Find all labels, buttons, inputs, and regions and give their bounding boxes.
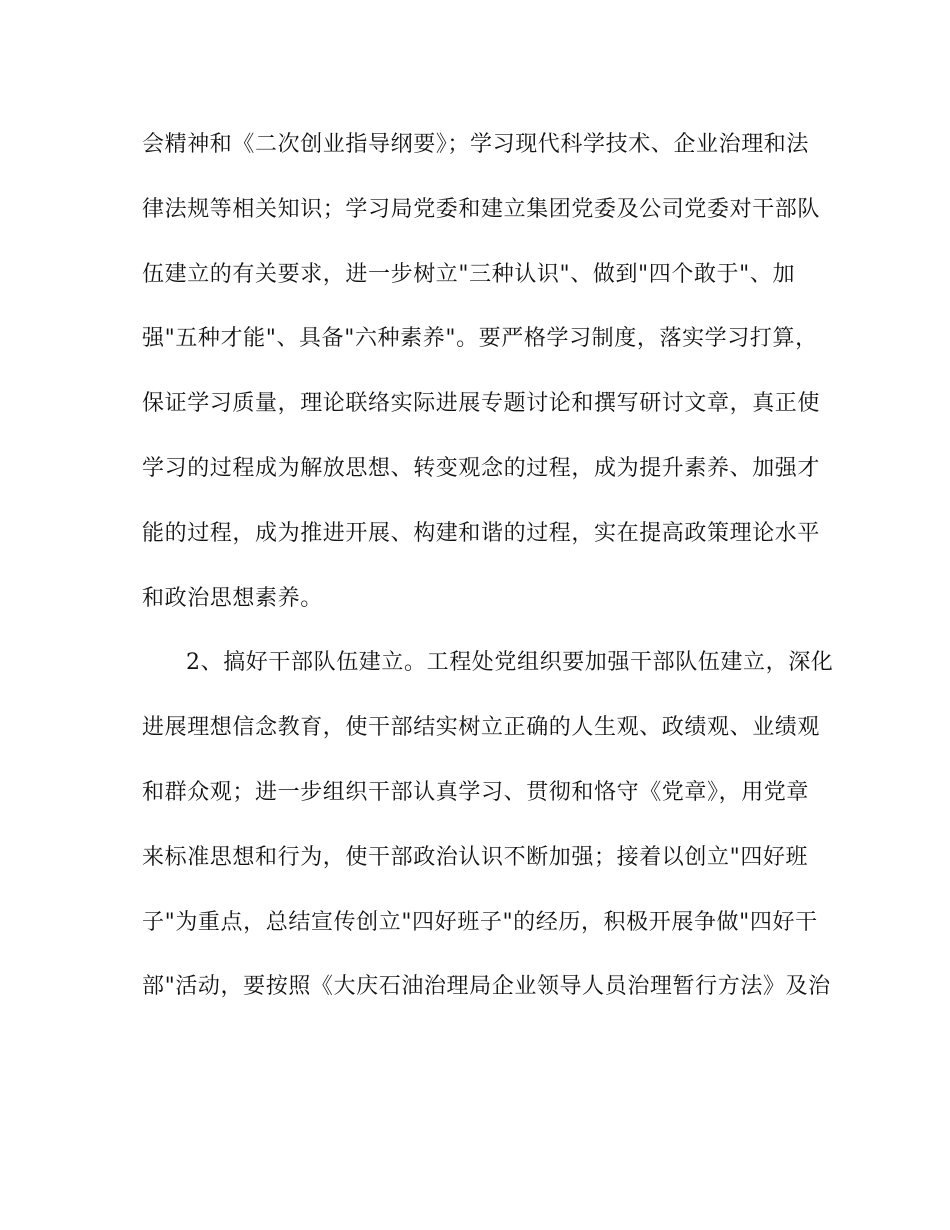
text-line-3: 伍建立的有关要求，进一步树立"三种认识"、做到"四个敢于"、加: [142, 261, 796, 287]
text-line-12: 来标准思想和行为，使干部政治认识不断加强；接着以创立"四好班: [142, 844, 809, 870]
text-line-1: 会精神和《二次创业指导纲要》；学习现代科学技术、企业治理和法: [142, 132, 810, 157]
text-line-13: 子"为重点，总结宣传创立"四好班子"的经历，积极开展争做"四好干: [142, 909, 818, 935]
text-line-2: 律法规等相关知识；学习局党委和建立集团党委及公司党委对干部队: [142, 196, 821, 222]
text-line-14: 部"活动，要按照《大庆石油治理局企业领导人员治理暂行方法》及治: [142, 974, 831, 1000]
body-text: [142, 118, 834, 1025]
text-line-5: 保证学习质量，理论联络实际进展专题讨论和撰写研讨文章，真正使: [142, 391, 821, 417]
text-line-9: 2、搞好干部队伍建立。工程处党组织要加强干部队伍建立，深化: [186, 650, 834, 676]
text-line-8: 和政治思想素养。: [142, 585, 323, 611]
text-line-11: 和群众观；进一步组织干部认真学习、贯彻和恪守《党章》，用党章: [142, 779, 810, 805]
text-line-4: 强"五种才能"、具备"六种素养"。要严格学习制度，落实学习打算，: [142, 326, 818, 352]
text-line-7: 能的过程，成为推进开展、构建和谐的过程，实在提高政策理论水平: [142, 520, 821, 546]
text-line-6: 学习的过程成为解放思想、转变观念的过程，成为提升素养、加强才: [142, 455, 821, 481]
text-line-10: 进展理想信念教育，使干部结实树立正确的人生观、政绩观、业绩观: [142, 715, 821, 741]
